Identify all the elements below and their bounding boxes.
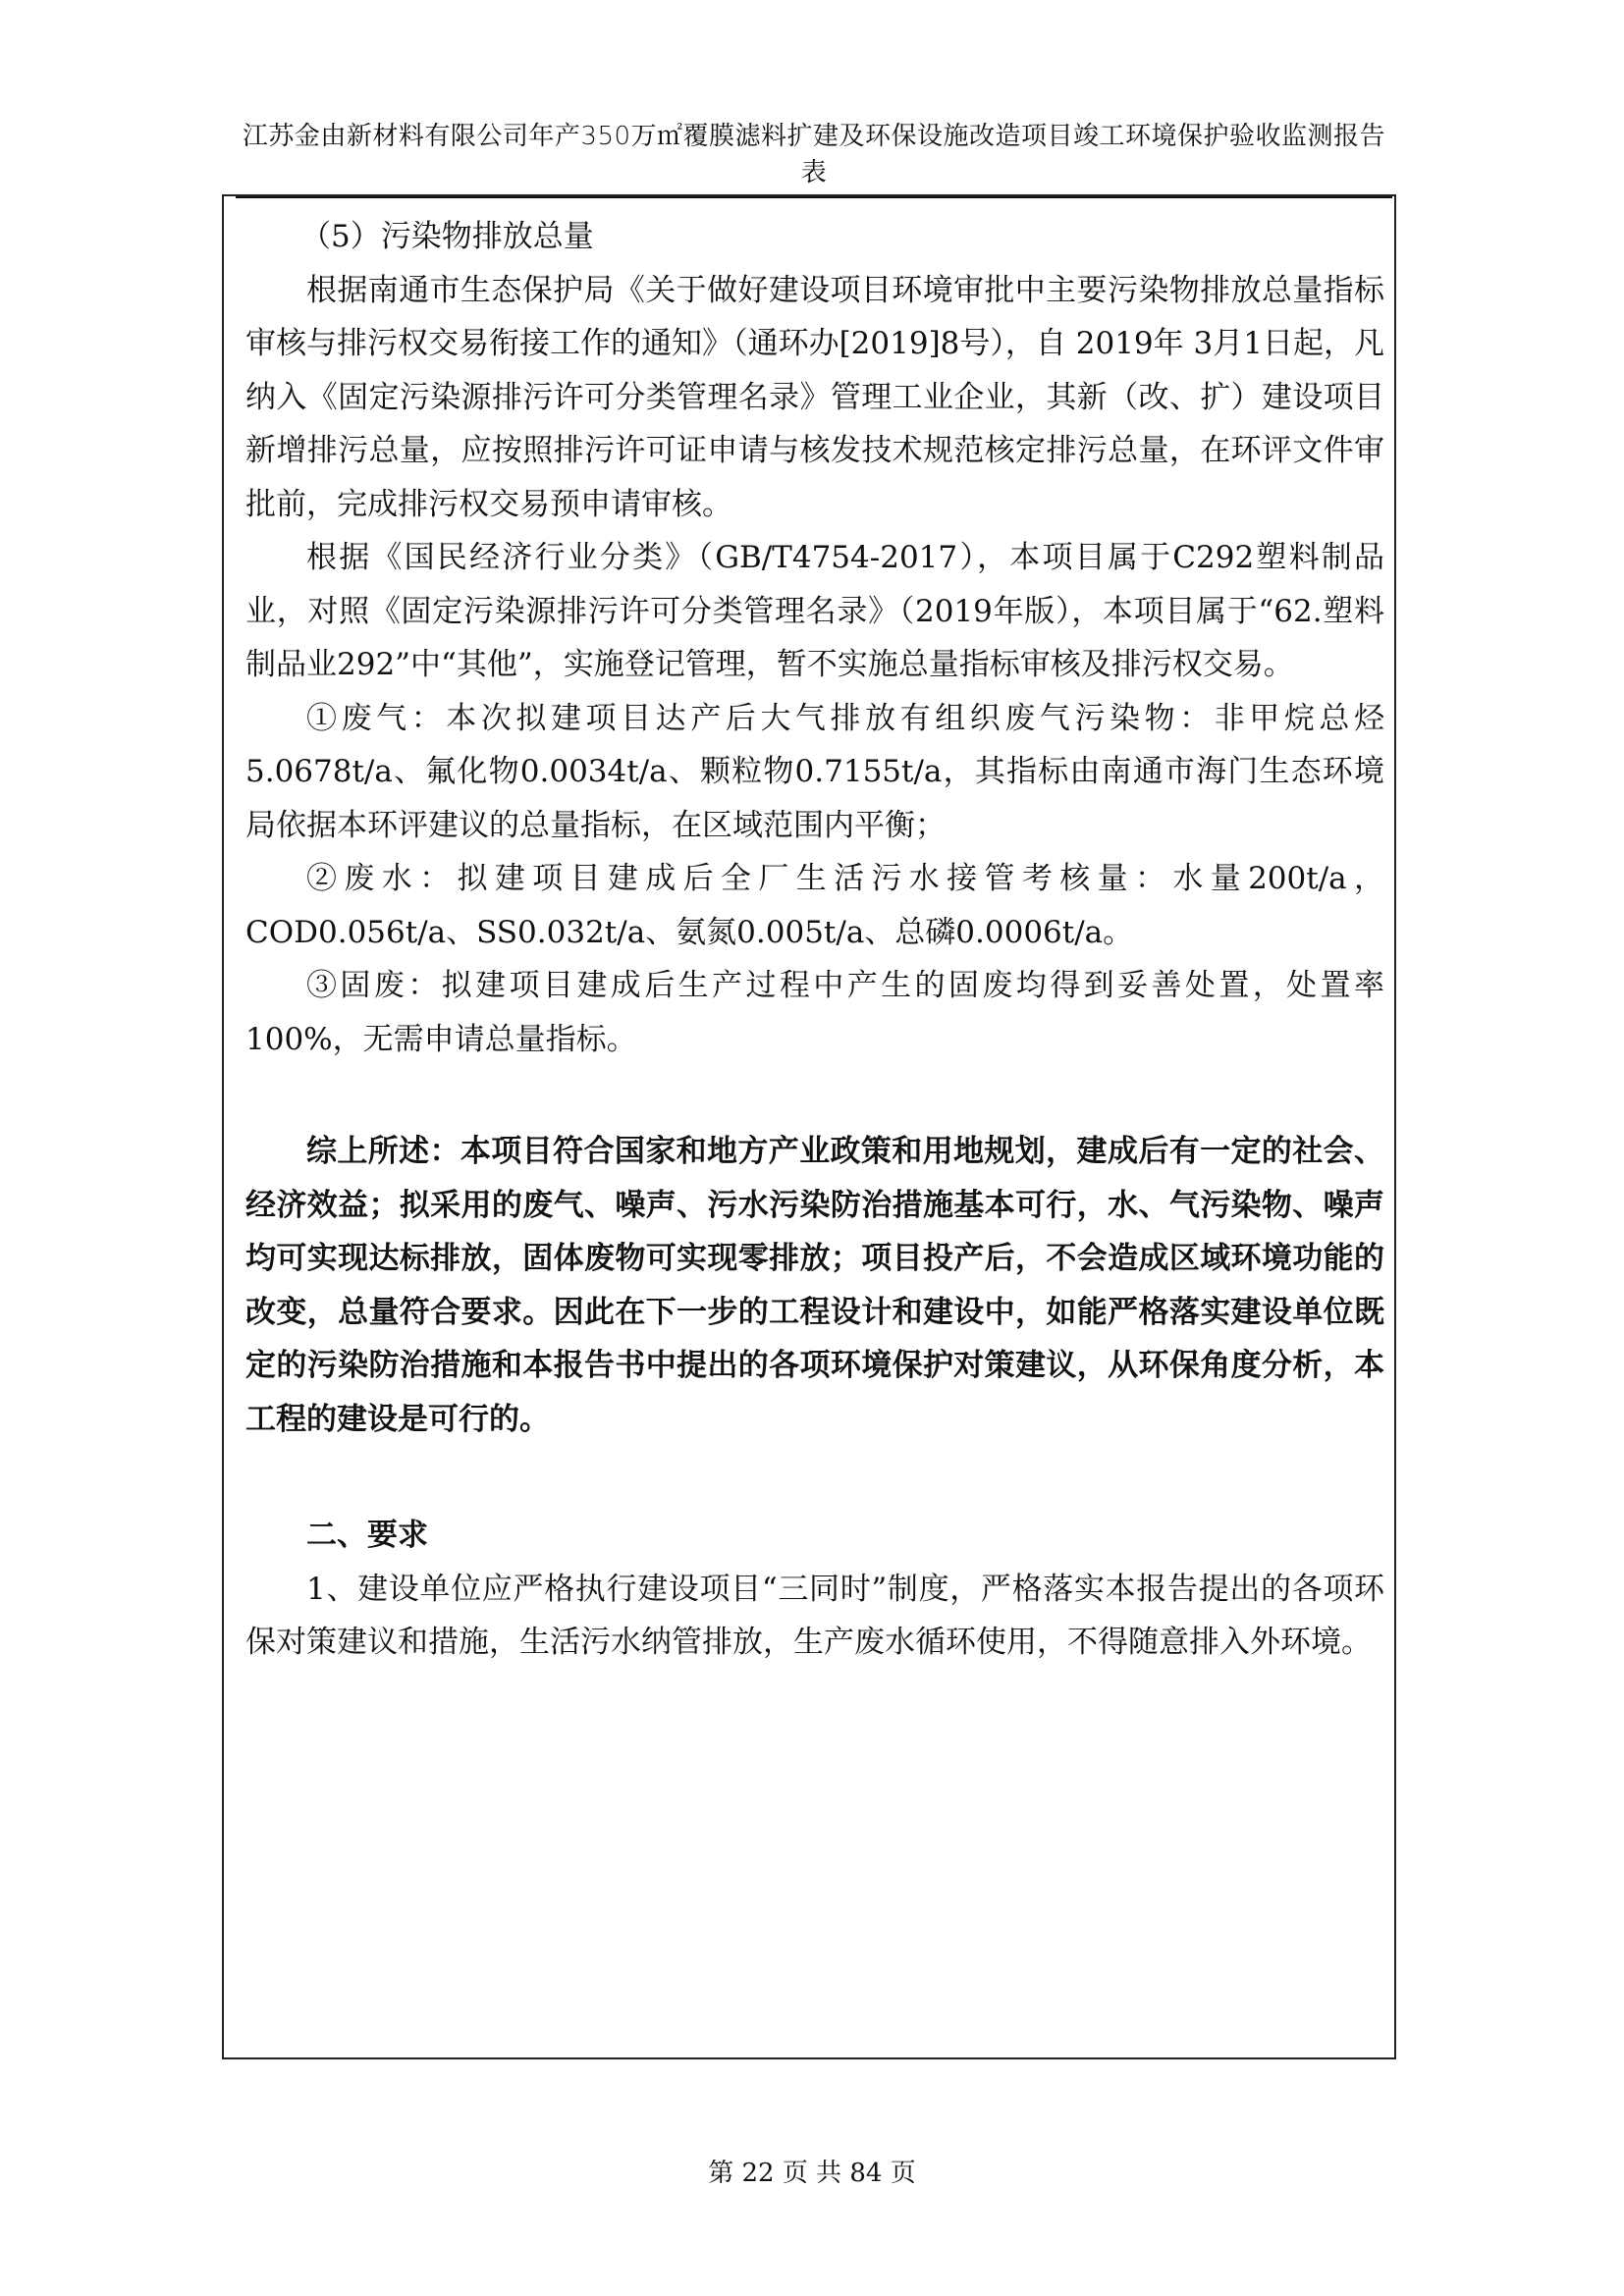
paragraph-waste-gas: ①废气：本次拟建项目达产后大气排放有组织废气污染物：非甲烷总烃5.0678t/a、氟化物0.0034t/a、颗粒物0.7155t/a，其指标由南通市海门生态环境局依据本环评建议的总量指标，在区域范围内平衡； bbox=[245, 700, 1384, 843]
section-heading-requirements: 二、要求 bbox=[306, 1518, 428, 1553]
section-heading-pollutant-total: （5）污染物排放总量 bbox=[300, 219, 594, 254]
page-number: 第 22 页 共 84 页 bbox=[708, 2159, 916, 2188]
paragraph-notice: 根据南通市生态保护局《关于做好建设项目环境审批中主要污染物排放总量指标审核与排污权交易衔接工作的通知》（通环办[2019]8号），自 2019年 3月1日起，凡纳入《固定污染源排污许可分类管理名录》管理工业企业，其新（改、扩）建设项目新增排污总量，应按照排污许可证申请与核发技术规范核定排污总量，在环评文件审批前，完成排污权交易预申请审核。 bbox=[245, 272, 1384, 522]
spacer bbox=[245, 1446, 1384, 1509]
paragraph-conclusion: 综上所述：本项目符合国家和地方产业政策和用地规划，建成后有一定的社会、经济效益；拟采用的废气、噪声、污水污染防治措施基本可行，水、气污染物、噪声均可实现达标排放，固体废物可实现零排放；项目投产后，不会造成区域环境功能的改变，总量符合要求。因此在下一步的工程设计和建设中，如能严格落实建设单位既定的污染防治措施和本报告书中提出的各项环境保护对策建议，从环保角度分析，本工程的建设是可行的。 bbox=[245, 1134, 1384, 1437]
document-body bbox=[245, 210, 1384, 1670]
page-header: 江苏金由新材料有限公司年产350万㎡覆膜滤料扩建及环保设施改造项目竣工环境保护验收监测报告表 bbox=[236, 116, 1392, 198]
paragraph-classification: 根据《国民经济行业分类》（GB/T4754-2017），本项目属于C292塑料制品业，对照《固定污染源排污许可分类管理名录》（2019年版），本项目属于“62.塑料制品业292”中“其他”，实施登记管理，暂不实施总量指标审核及排污权交易。 bbox=[245, 540, 1384, 682]
paragraph-solid-waste: ③固废：拟建项目建成后生产过程中产生的固废均得到妥善处置，处置率100%，无需申请总量指标。 bbox=[245, 968, 1384, 1057]
spacer bbox=[245, 1066, 1384, 1125]
paragraph-waste-water: ②废水：拟建项目建成后全厂生活污水接管考核量：水量200t/a，COD0.056t/a、SS0.032t/a、氨氮0.005t/a、总磷0.0006t/a。 bbox=[245, 861, 1384, 950]
paragraph-requirement-1: 1、建设单位应严格执行建设项目“三同时”制度，严格落实本报告提出的各项环保对策建议和措施，生活污水纳管排放，生产废水循环使用，不得随意排入外环境。 bbox=[245, 1571, 1384, 1660]
